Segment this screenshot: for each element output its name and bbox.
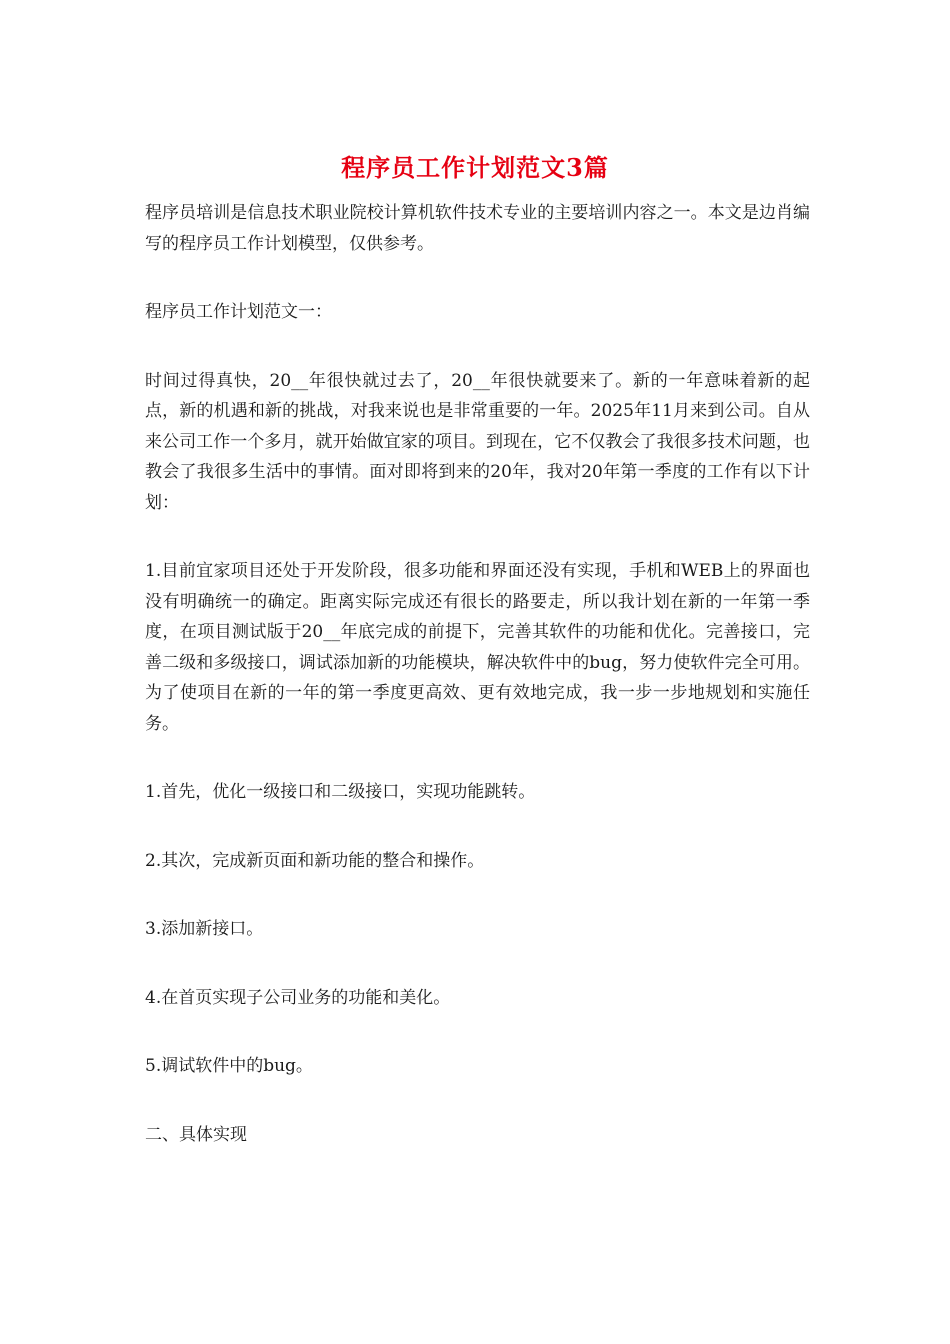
list-item: 2.其次，完成新页面和新功能的整合和操作。 (145, 850, 485, 871)
list-item: 1.首先，优化一级接口和二级接口，实现功能跳转。 (145, 782, 536, 802)
document-title: 程序员工作计划范文3篇 (341, 153, 609, 182)
section-heading-plan-one: 程序员工作计划范文一： (145, 302, 332, 322)
body-paragraph: 时间过得真快，20__年很快就过去了，20__年很快就要来了。新的一年意味着新的起点，新的机遇和新的挑战，对我来说也是非常重要的一年。2025年11月来到公司。自从来公司工作一个多月，就开始做宜家的项目。到现在，它不仅教会了我很多技术问题，也教会了我很多生活中的事情。面对即将到来的20年，我对20年第一季度的工作有以下计划： (145, 370, 810, 513)
intro-paragraph: 程序员培训是信息技术职业院校计算机软件技术专业的主要培训内容之一。本文是边肖编写的程序员工作计划模型，仅供参考。 (145, 203, 810, 254)
list-item: 4.在首页实现子公司业务的功能和美化。 (145, 987, 451, 1008)
document-body (145, 198, 810, 1188)
list-item: 5.调试软件中的bug。 (145, 1056, 313, 1076)
list-item: 3.添加新接口。 (145, 919, 264, 939)
section-heading: 二、具体实现 (145, 1124, 247, 1145)
body-paragraph: 1.目前宜家项目还处于开发阶段，很多功能和界面还没有实现，手机和WEB上的界面也没有明确统一的确定。距离实际完成还有很长的路要走，所以我计划在新的一年第一季度，在项目测试版于20__年底完成的前提下，完善其软件的功能和优化。完善接口，完善二级和多级接口，调试添加新的功能模块，解决软件中的bug，努力使软件完全可用。为了使项目在新的一年的第一季度更高效、更有效地完成，我一步一步地规划和实施任务。 (145, 561, 810, 734)
